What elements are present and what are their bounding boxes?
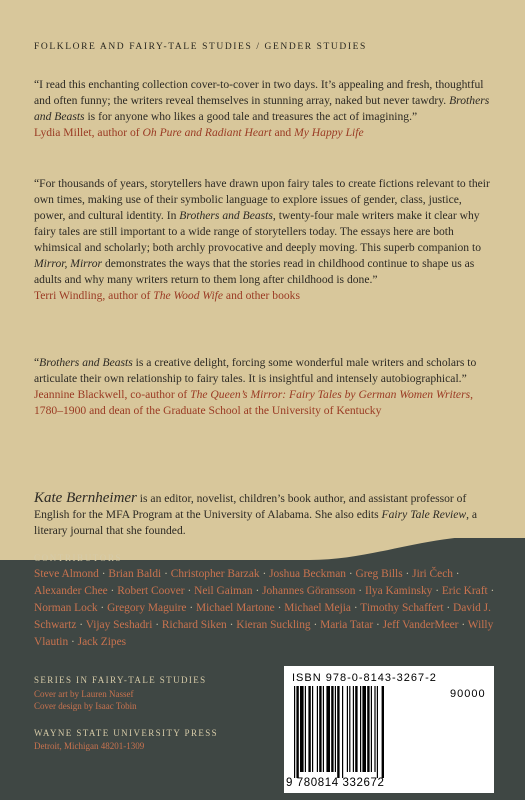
- contributor-separator: ·: [97, 602, 108, 614]
- cover-art-credit: Cover art by Lauren Nassef: [34, 689, 134, 699]
- attribution-blackwell: Jeannine Blackwell, co-author of The Queen’s Mirror: Fairy Tales by German Women Writers, 1780–1900 and dean of the Graduate School at the University of Kentucky: [34, 388, 474, 417]
- cover-design-credit: Cover design by Isaac Tobin: [34, 701, 137, 711]
- contributor-separator: ·: [443, 602, 453, 614]
- barcode-bar: [355, 686, 357, 772]
- barcode-bar: [371, 686, 372, 772]
- quote-millet: “I read this enchanting collection cover-to-cover in two days. It’s appealing and fresh, thoughtful and often funny; the writers reveal themselves in stunning array, naked but never tawdry. Brothers and Beasts is for anyone who likes a good tale and treasures the act of imagining.” Lydia Millet, author of Oh Pure and Radiant Heart and My Happy Life: [34, 77, 492, 141]
- barcode-bar: [305, 686, 306, 772]
- contributors-list: [34, 566, 500, 651]
- contributor-name: Willy Vlautin: [34, 619, 494, 648]
- contributor-separator: ·: [355, 585, 365, 597]
- attribution-millet: Lydia Millet, author of Oh Pure and Radiant Heart and My Happy Life: [34, 126, 364, 139]
- contributor-name: Michael Mejia: [284, 602, 351, 614]
- contributor-separator: ·: [402, 568, 413, 580]
- contributor-name: Eric Kraft: [441, 585, 488, 597]
- contributor-name: Robert Coover: [117, 585, 185, 597]
- contributor-name: Ilya Kaminsky: [364, 585, 433, 597]
- quote-blackwell: “Brothers and Beasts is a creative delight, forcing some wonderful male writers and scholars to articulate their own relationship to fairy tales. It is insightful and intensely autobiographical.” Jeannine Blackwell, co-author of The Queen’s Mirror: Fairy Tales by German Women Writers, 1780–1900 and dean of the Graduate School at the University of Kentucky: [34, 355, 492, 419]
- publisher-name: WAYNE STATE UNIVERSITY PRESS: [34, 728, 219, 738]
- category-label: FOLKLORE AND FAIRY-TALE STUDIES / GENDER STUDIES: [34, 42, 367, 52]
- barcode-bar: [326, 686, 330, 772]
- contributor-separator: ·: [310, 619, 321, 631]
- contributor-separator: ·: [458, 619, 468, 631]
- barcode-bar: [360, 686, 361, 772]
- barcode-bar: [377, 686, 378, 778]
- barcode-bar: [347, 686, 348, 772]
- contributor-name: Michael Martone: [195, 602, 275, 614]
- barcode-bar: [374, 686, 375, 772]
- contributor-separator: ·: [487, 585, 495, 597]
- contributor-separator: ·: [252, 585, 263, 597]
- contributor-separator: ·: [274, 602, 285, 614]
- contributor-separator: ·: [68, 636, 78, 648]
- contributor-separator: ·: [259, 568, 270, 580]
- series-label: SERIES IN FAIRY-TALE STUDIES: [34, 675, 207, 685]
- contributor-name: Greg Bills: [355, 568, 403, 580]
- isbn-text: ISBN 978-0-8143-3267-2: [292, 672, 437, 684]
- contributor-name: Richard Siken: [161, 619, 227, 631]
- contributor-name: Neil Gaiman: [194, 585, 253, 597]
- attribution-windling: Terri Windling, author of The Wood Wife and other books: [34, 289, 300, 302]
- barcode-bar: [308, 686, 310, 772]
- contributor-name: Jeff VanderMeer: [382, 619, 459, 631]
- ean-digits: 9 780814 332672: [286, 777, 385, 789]
- contributor-separator: ·: [161, 568, 171, 580]
- contributor-name: Vijay Seshadri: [85, 619, 153, 631]
- contributor-name: Kieran Suckling: [236, 619, 311, 631]
- contributor-separator: ·: [107, 585, 118, 597]
- contributor-name: Brian Baldi: [108, 568, 162, 580]
- barcode-bar: [353, 686, 354, 772]
- contributor-separator: ·: [186, 602, 196, 614]
- barcode-bar: [335, 686, 336, 772]
- publisher-address: Detroit, Michigan 48201-1309: [34, 741, 145, 751]
- contributor-separator: ·: [76, 619, 86, 631]
- contributor-name: Johannes Göransson: [262, 585, 356, 597]
- barcode-bar: [331, 686, 333, 772]
- contributor-separator: ·: [432, 585, 442, 597]
- barcode-bar: [323, 686, 324, 772]
- contributor-name: David J. Schwartz: [34, 602, 491, 631]
- contributor-name: Gregory Maguire: [107, 602, 187, 614]
- barcode-bar: [362, 686, 366, 772]
- contributor-separator: ·: [152, 619, 162, 631]
- contributor-name: Alexander Chee: [34, 585, 108, 597]
- barcode-bar: [367, 686, 369, 772]
- contributor-separator: ·: [373, 619, 383, 631]
- barcode-bar: [337, 686, 339, 778]
- contributors-heading: CONTRIBUTORS: [34, 553, 123, 563]
- barcode-bar: [296, 686, 298, 778]
- contributor-separator: ·: [98, 568, 109, 580]
- contributor-separator: ·: [184, 585, 195, 597]
- barcode-bar: [312, 686, 313, 772]
- contributor-name: Jack Zipes: [77, 636, 127, 648]
- contributor-name: Christopher Barzak: [170, 568, 260, 580]
- contributor-separator: ·: [226, 619, 237, 631]
- contributor-separator: ·: [350, 602, 361, 614]
- contributor-separator: ·: [345, 568, 356, 580]
- author-bio: Kate Bernheimer is an editor, novelist, children’s book author, and assistant professor of English for the MFA Program at the University of Alabama. She also edits Fairy Tale Review, a literary journal that she founded.: [34, 490, 478, 537]
- contributor-name: Joshua Beckman: [269, 568, 346, 580]
- barcode-bar: [349, 686, 350, 772]
- ean-bars: [292, 686, 442, 778]
- quote-windling: “For thousands of years, storytellers have drawn upon fairy tales to create fictions relevant to their own times, making use of their symbolic language to explore issues of gender, class, justice, power, and cultural identity. In Brothers and Beasts, twenty-four male writers make it clear why fairy tales are still important to a wide range of storytellers today. The essays here are both whimsical and scholarly; both archly provocative and deeply moving. This superb companion to Mirror, Mirror demonstrates the ways that the stories read in childhood continue to shape us as adults and why many writers return to them long after childhood is done.” Terri Windling, author of The Wood Wife and other books: [34, 176, 492, 304]
- contributor-separator: ·: [452, 568, 460, 580]
- author-name: Kate Bernheimer: [34, 490, 137, 506]
- barcode-bar: [319, 686, 321, 772]
- contributor-name: Norman Lock: [34, 602, 98, 614]
- barcode-bar: [317, 686, 318, 772]
- contributor-name: Steve Almond: [34, 568, 99, 580]
- barcode-bar: [300, 686, 304, 772]
- barcode-bar: [294, 686, 295, 778]
- barcode-bar: [342, 686, 343, 778]
- price-code: 90000: [450, 688, 486, 700]
- barcode-bar: [382, 686, 384, 778]
- contributor-name: Jiri Čech: [412, 568, 453, 580]
- contributor-name: Maria Tatar: [320, 619, 374, 631]
- isbn-barcode: [284, 666, 494, 793]
- contributor-name: Timothy Schaffert: [360, 602, 444, 614]
